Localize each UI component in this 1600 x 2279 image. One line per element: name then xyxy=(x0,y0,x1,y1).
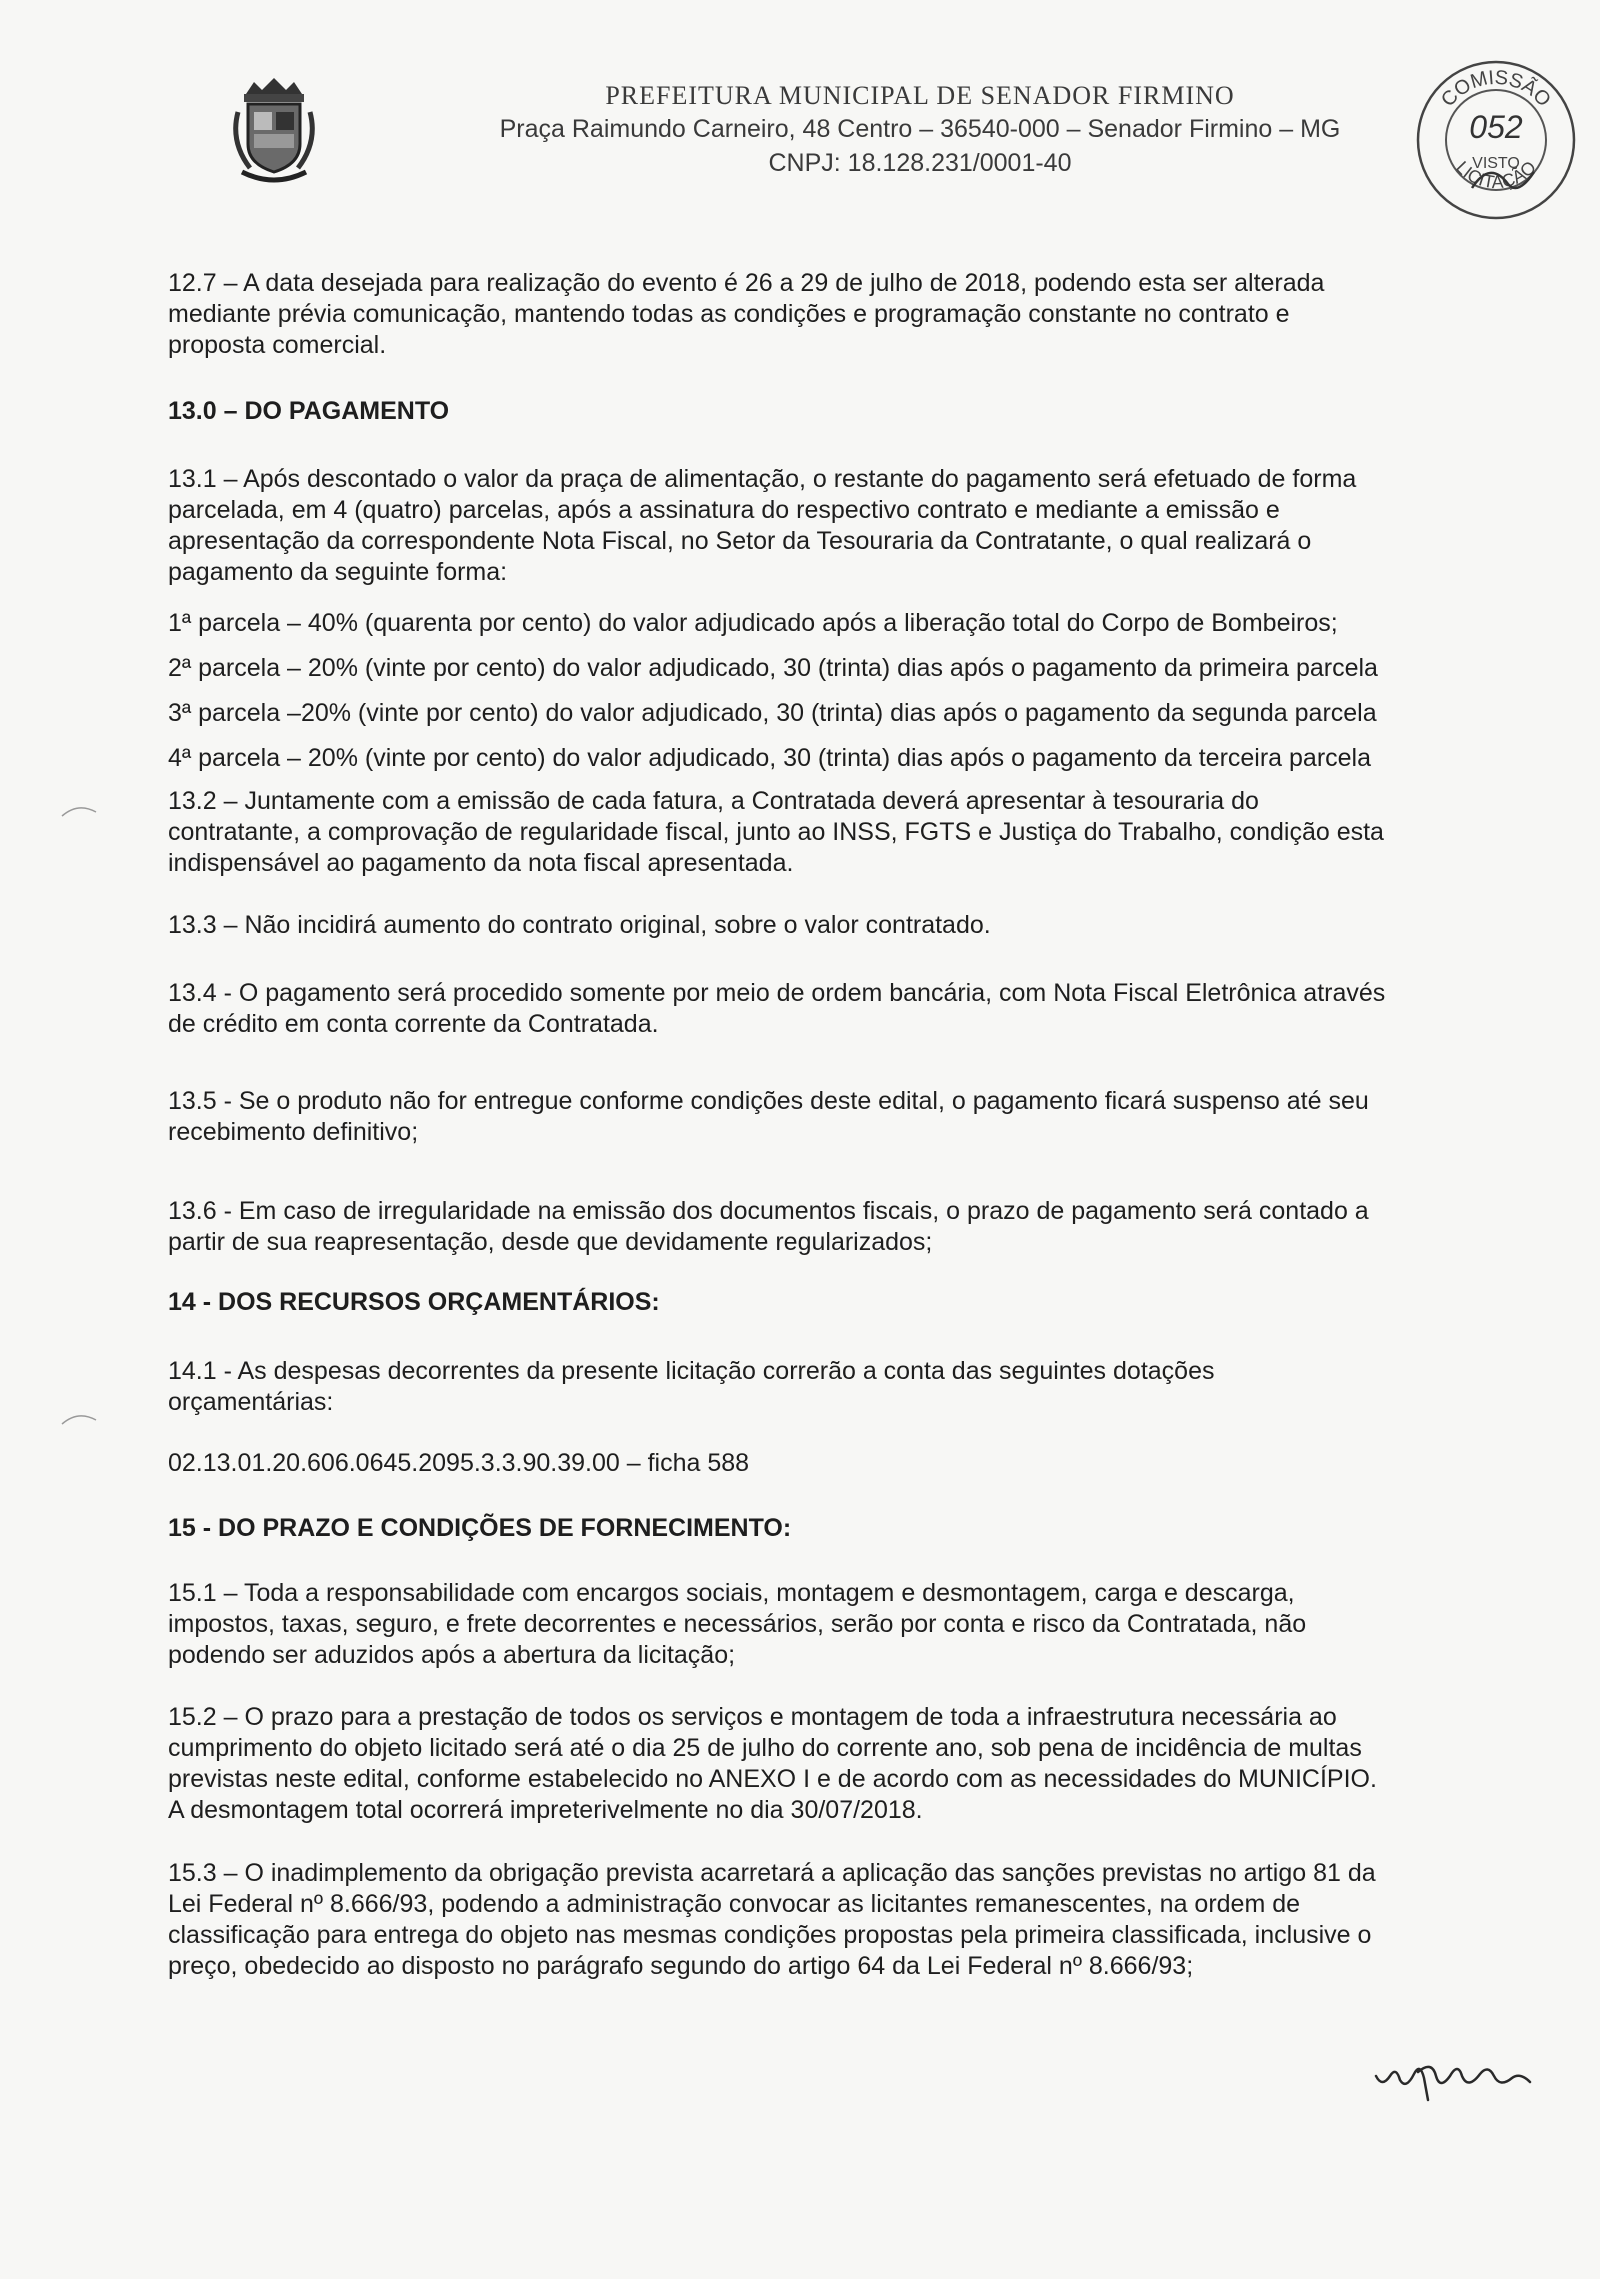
heading-13: 13.0 – DO PAGAMENTO xyxy=(168,397,450,425)
paragraph-12-7-end xyxy=(168,330,1508,361)
paragraph-line: 13.1 – Após descontado o valor da praça de alimentação, o restante do pagamento será efetuado de forma xyxy=(168,465,1357,493)
paragraph-14-1-end xyxy=(168,1387,1508,1418)
paragraph-13-2-end xyxy=(168,848,1508,879)
installment-item: 1ª parcela – 40% (quarenta por cento) do valor adjudicado após a liberação total do Corpo de Bombeiros; xyxy=(168,609,1338,637)
scan-mark xyxy=(60,1408,100,1428)
installment-item: 4ª parcela – 20% (vinte por cento) do valor adjudicado, 30 (trinta) dias após o pagamento da terceira parcela xyxy=(168,744,1372,772)
paragraph-line: preço, obedecido ao disposto no parágrafo segundo do artigo 64 da Lei Federal nº 8.666/93; xyxy=(168,1952,1194,1980)
paragraph-13-3: 13.3 – Não incidirá aumento do contrato original, sobre o valor contratado. xyxy=(168,911,991,939)
scan-mark xyxy=(60,800,100,820)
paragraph-line: cumprimento do objeto licitado será até o dia 25 de julho do corrente ano, sob pena de incidência de multas xyxy=(168,1734,1362,1762)
paragraph-15-3-end xyxy=(168,1951,1508,1982)
paragraph-line: A desmontagem total ocorrerá impreterivelmente no dia 30/07/2018. xyxy=(168,1796,923,1824)
paragraph-line: 15.3 – O inadimplemento da obrigação prevista acarretará a aplicação das sanções previstas no artigo 81 da xyxy=(168,1859,1376,1887)
paragraph-line: 13.4 - O pagamento será procedido somente por meio de ordem bancária, com Nota Fiscal Eletrônica através xyxy=(168,979,1386,1007)
heading-14: 14 - DOS RECURSOS ORÇAMENTÁRIOS: xyxy=(168,1288,660,1316)
paragraph-line: 15.1 – Toda a responsabilidade com encargos sociais, montagem e desmontagem, carga e descarga, xyxy=(168,1579,1295,1607)
paragraph-13-6-end xyxy=(168,1227,1508,1258)
paragraph-line: de crédito em conta corrente da Contratada. xyxy=(168,1010,659,1038)
paragraph-line: 13.2 – Juntamente com a emissão de cada fatura, a Contratada deverá apresentar à tesouraria do xyxy=(168,787,1259,815)
paragraph-line: contratante, a comprovação de regularidade fiscal, junto ao INSS, FGTS e Justiça do Trabalho, condição esta xyxy=(168,818,1384,846)
handwritten-initials xyxy=(1370,2040,1540,2110)
paragraph-line: orçamentárias: xyxy=(168,1388,334,1416)
paragraph-13-1-end xyxy=(168,557,1508,588)
installment-list xyxy=(168,608,1508,774)
budget-allocation: 02.13.01.20.606.0645.2095.3.3.90.39.00 – ficha 588 xyxy=(168,1449,750,1477)
paragraph-line: pagamento da seguinte forma: xyxy=(168,558,508,586)
paragraph-line: Lei Federal nº 8.666/93, podendo a administração convocar as licitantes remanescentes, na ordem de xyxy=(168,1890,1301,1918)
paragraph-line: recebimento definitivo; xyxy=(168,1118,419,1146)
letterhead xyxy=(440,80,1400,180)
paragraph-line: mediante prévia comunicação, mantendo todas as condições e programação constante no contrato e xyxy=(168,300,1290,328)
paragraph-line: 13.6 - Em caso de irregularidade na emissão dos documentos fiscais, o prazo de pagamento será contado a xyxy=(168,1197,1369,1225)
paragraph-line: impostos, taxas, seguro, e frete decorrentes e necessários, serão por conta e risco da Contratada, não xyxy=(168,1610,1307,1638)
installment-item: 2ª parcela – 20% (vinte por cento) do valor adjudicado, 30 (trinta) dias após o pagamento da primeira parcela xyxy=(168,654,1378,682)
installment-item: 3ª parcela –20% (vinte por cento) do valor adjudicado, 30 (trinta) dias após o pagamento da segunda parcela xyxy=(168,699,1377,727)
paragraph-line: parcelada, em 4 (quatro) parcelas, após a assinatura do respectivo contrato e mediante a emissão e xyxy=(168,496,1280,524)
paragraph-line: partir de sua reapresentação, desde que devidamente regularizados; xyxy=(168,1228,933,1256)
paragraph-line: 14.1 - As despesas decorrentes da presente licitação correrão a conta das seguintes dotações xyxy=(168,1357,1215,1385)
paragraph-line: 15.2 – O prazo para a prestação de todos os serviços e montagem de toda a infraestrutura necessária ao xyxy=(168,1703,1337,1731)
stamp-number: 052 xyxy=(1469,109,1523,145)
paragraph-line: apresentação da correspondente Nota Fiscal, no Setor da Tesouraria da Contratante, o qual realizará o xyxy=(168,527,1312,555)
stamp-visto: VISTO xyxy=(1472,155,1520,172)
heading-15: 15 - DO PRAZO E CONDIÇÕES DE FORNECIMENTO: xyxy=(168,1514,792,1542)
paragraph-line: proposta comercial. xyxy=(168,331,387,359)
commission-stamp xyxy=(1412,56,1580,224)
paragraph-line: 12.7 – A data desejada para realização do evento é 26 a 29 de julho de 2018, podendo esta ser alterada xyxy=(168,269,1325,297)
paragraph-15-1-end xyxy=(168,1640,1508,1671)
paragraph-15-2-end xyxy=(168,1795,1508,1826)
paragraph-13-4-end xyxy=(168,1009,1508,1040)
paragraph-line: indispensável ao pagamento da nota fiscal apresentada. xyxy=(168,849,794,877)
paragraph-line: podendo ser aduzidos após a abertura da licitação; xyxy=(168,1641,736,1669)
paragraph-line: previstas neste edital, conforme estabelecido no ANEXO I e de acordo com as necessidades do MUNICÍPIO. xyxy=(168,1765,1377,1793)
paragraph-13-5-end xyxy=(168,1117,1508,1148)
letterhead-address: Praça Raimundo Carneiro, 48 Centro – 36540-000 – Senador Firmino – MG xyxy=(499,115,1341,143)
municipal-crest-icon xyxy=(228,72,320,188)
letterhead-cnpj: CNPJ: 18.128.231/0001-40 xyxy=(768,149,1072,177)
stamp-top-text: COMISSÃO xyxy=(1437,66,1555,112)
letterhead-title: PREFEITURA MUNICIPAL DE SENADOR FIRMINO xyxy=(605,81,1235,110)
paragraph-line: classificação para entrega do objeto nas mesmas condições propostas pela primeira classificada, inclusive o xyxy=(168,1921,1372,1949)
paragraph-line: 13.5 - Se o produto não for entregue conforme condições deste edital, o pagamento ficará suspenso até seu xyxy=(168,1087,1369,1115)
stamp-bottom-text: LICITAÇÃO xyxy=(1452,156,1540,193)
